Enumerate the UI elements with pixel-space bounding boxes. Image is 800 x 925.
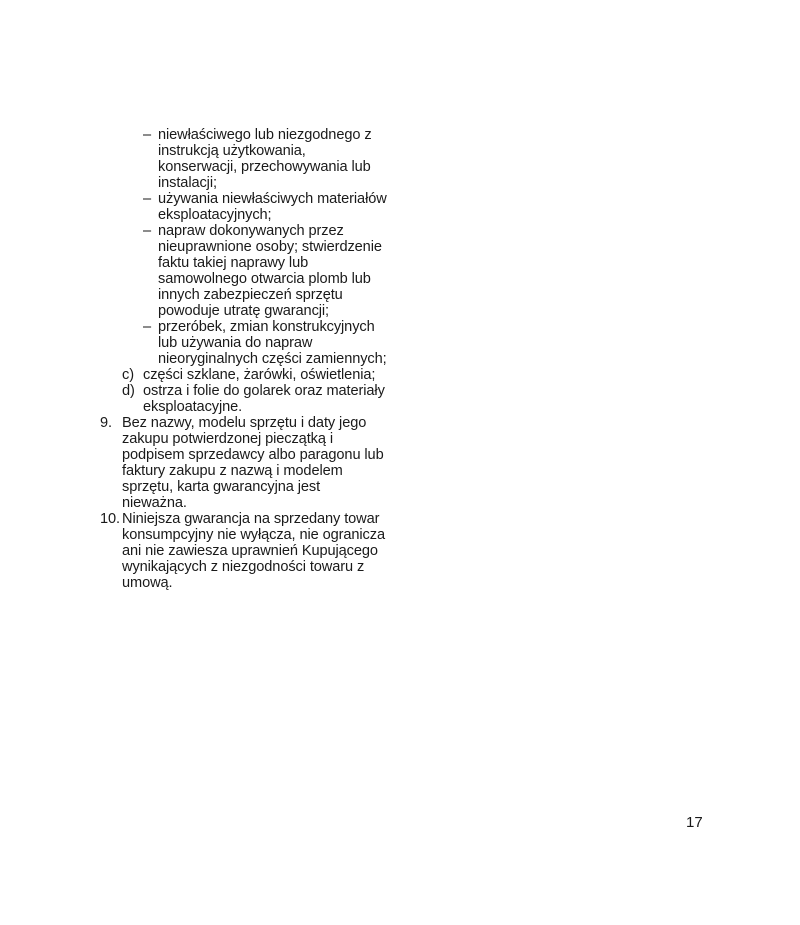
text-line: lub używania do napraw — [158, 335, 313, 351]
number-marker: 9. — [100, 415, 112, 431]
text-line: ani nie zawiesza uprawnień Kupującego — [122, 543, 378, 559]
letter-marker: c) — [122, 367, 134, 383]
dash-marker: – — [143, 127, 152, 143]
text-line: eksploatacyjne. — [143, 399, 243, 415]
text-line: instalacji; — [158, 175, 217, 191]
text-line: niewłaściwego lub niezgodnego z — [158, 127, 372, 143]
dash-marker: – — [143, 191, 152, 207]
letter-marker: d) — [122, 383, 135, 399]
text-line: Bez nazwy, modelu sprzętu i daty jego — [122, 415, 367, 431]
text-line: wynikających z niezgodności towaru z — [122, 559, 365, 575]
text-line: konsumpcyjny nie wyłącza, nie ogranicza — [122, 527, 385, 543]
text-line: ostrza i folie do golarek oraz materiały — [143, 383, 385, 399]
text-line: używania niewłaściwych materiałów — [158, 191, 387, 207]
text-line: nieważna. — [122, 495, 187, 511]
text-line: części szklane, żarówki, oświetlenia; — [143, 367, 376, 383]
text-line: faktury zakupu z nazwą i modelem — [122, 463, 343, 479]
text-line: umową. — [122, 575, 173, 591]
text-line: konserwacji, przechowywania lub — [158, 159, 371, 175]
text-line: napraw dokonywanych przez — [158, 223, 344, 239]
text-line: innych zabezpieczeń sprzętu — [158, 287, 343, 303]
text-line: zakupu potwierdzonej pieczątką i — [122, 431, 333, 447]
text-line: sprzętu, karta gwarancyjna jest — [122, 479, 321, 495]
dash-marker: – — [143, 319, 152, 335]
number-marker: 10. — [100, 511, 120, 527]
text-line: podpisem sprzedawcy albo paragonu lub — [122, 447, 384, 463]
page-number: 17 — [686, 814, 703, 831]
text-line: Niniejsza gwarancja na sprzedany towar — [122, 511, 380, 527]
text-line: eksploatacyjnych; — [158, 207, 272, 223]
text-line: samowolnego otwarcia plomb lub — [158, 271, 371, 287]
text-line: nieuprawnione osoby; stwierdzenie — [158, 239, 382, 255]
text-line: instrukcją użytkowania, — [158, 143, 306, 159]
text-line: przeróbek, zmian konstrukcyjnych — [158, 319, 375, 335]
text-line: powoduje utratę gwarancji; — [158, 303, 330, 319]
dash-marker: – — [143, 223, 152, 239]
text-line: nieoryginalnych części zamiennych; — [158, 351, 387, 367]
text-line: faktu takiej naprawy lub — [158, 255, 309, 271]
